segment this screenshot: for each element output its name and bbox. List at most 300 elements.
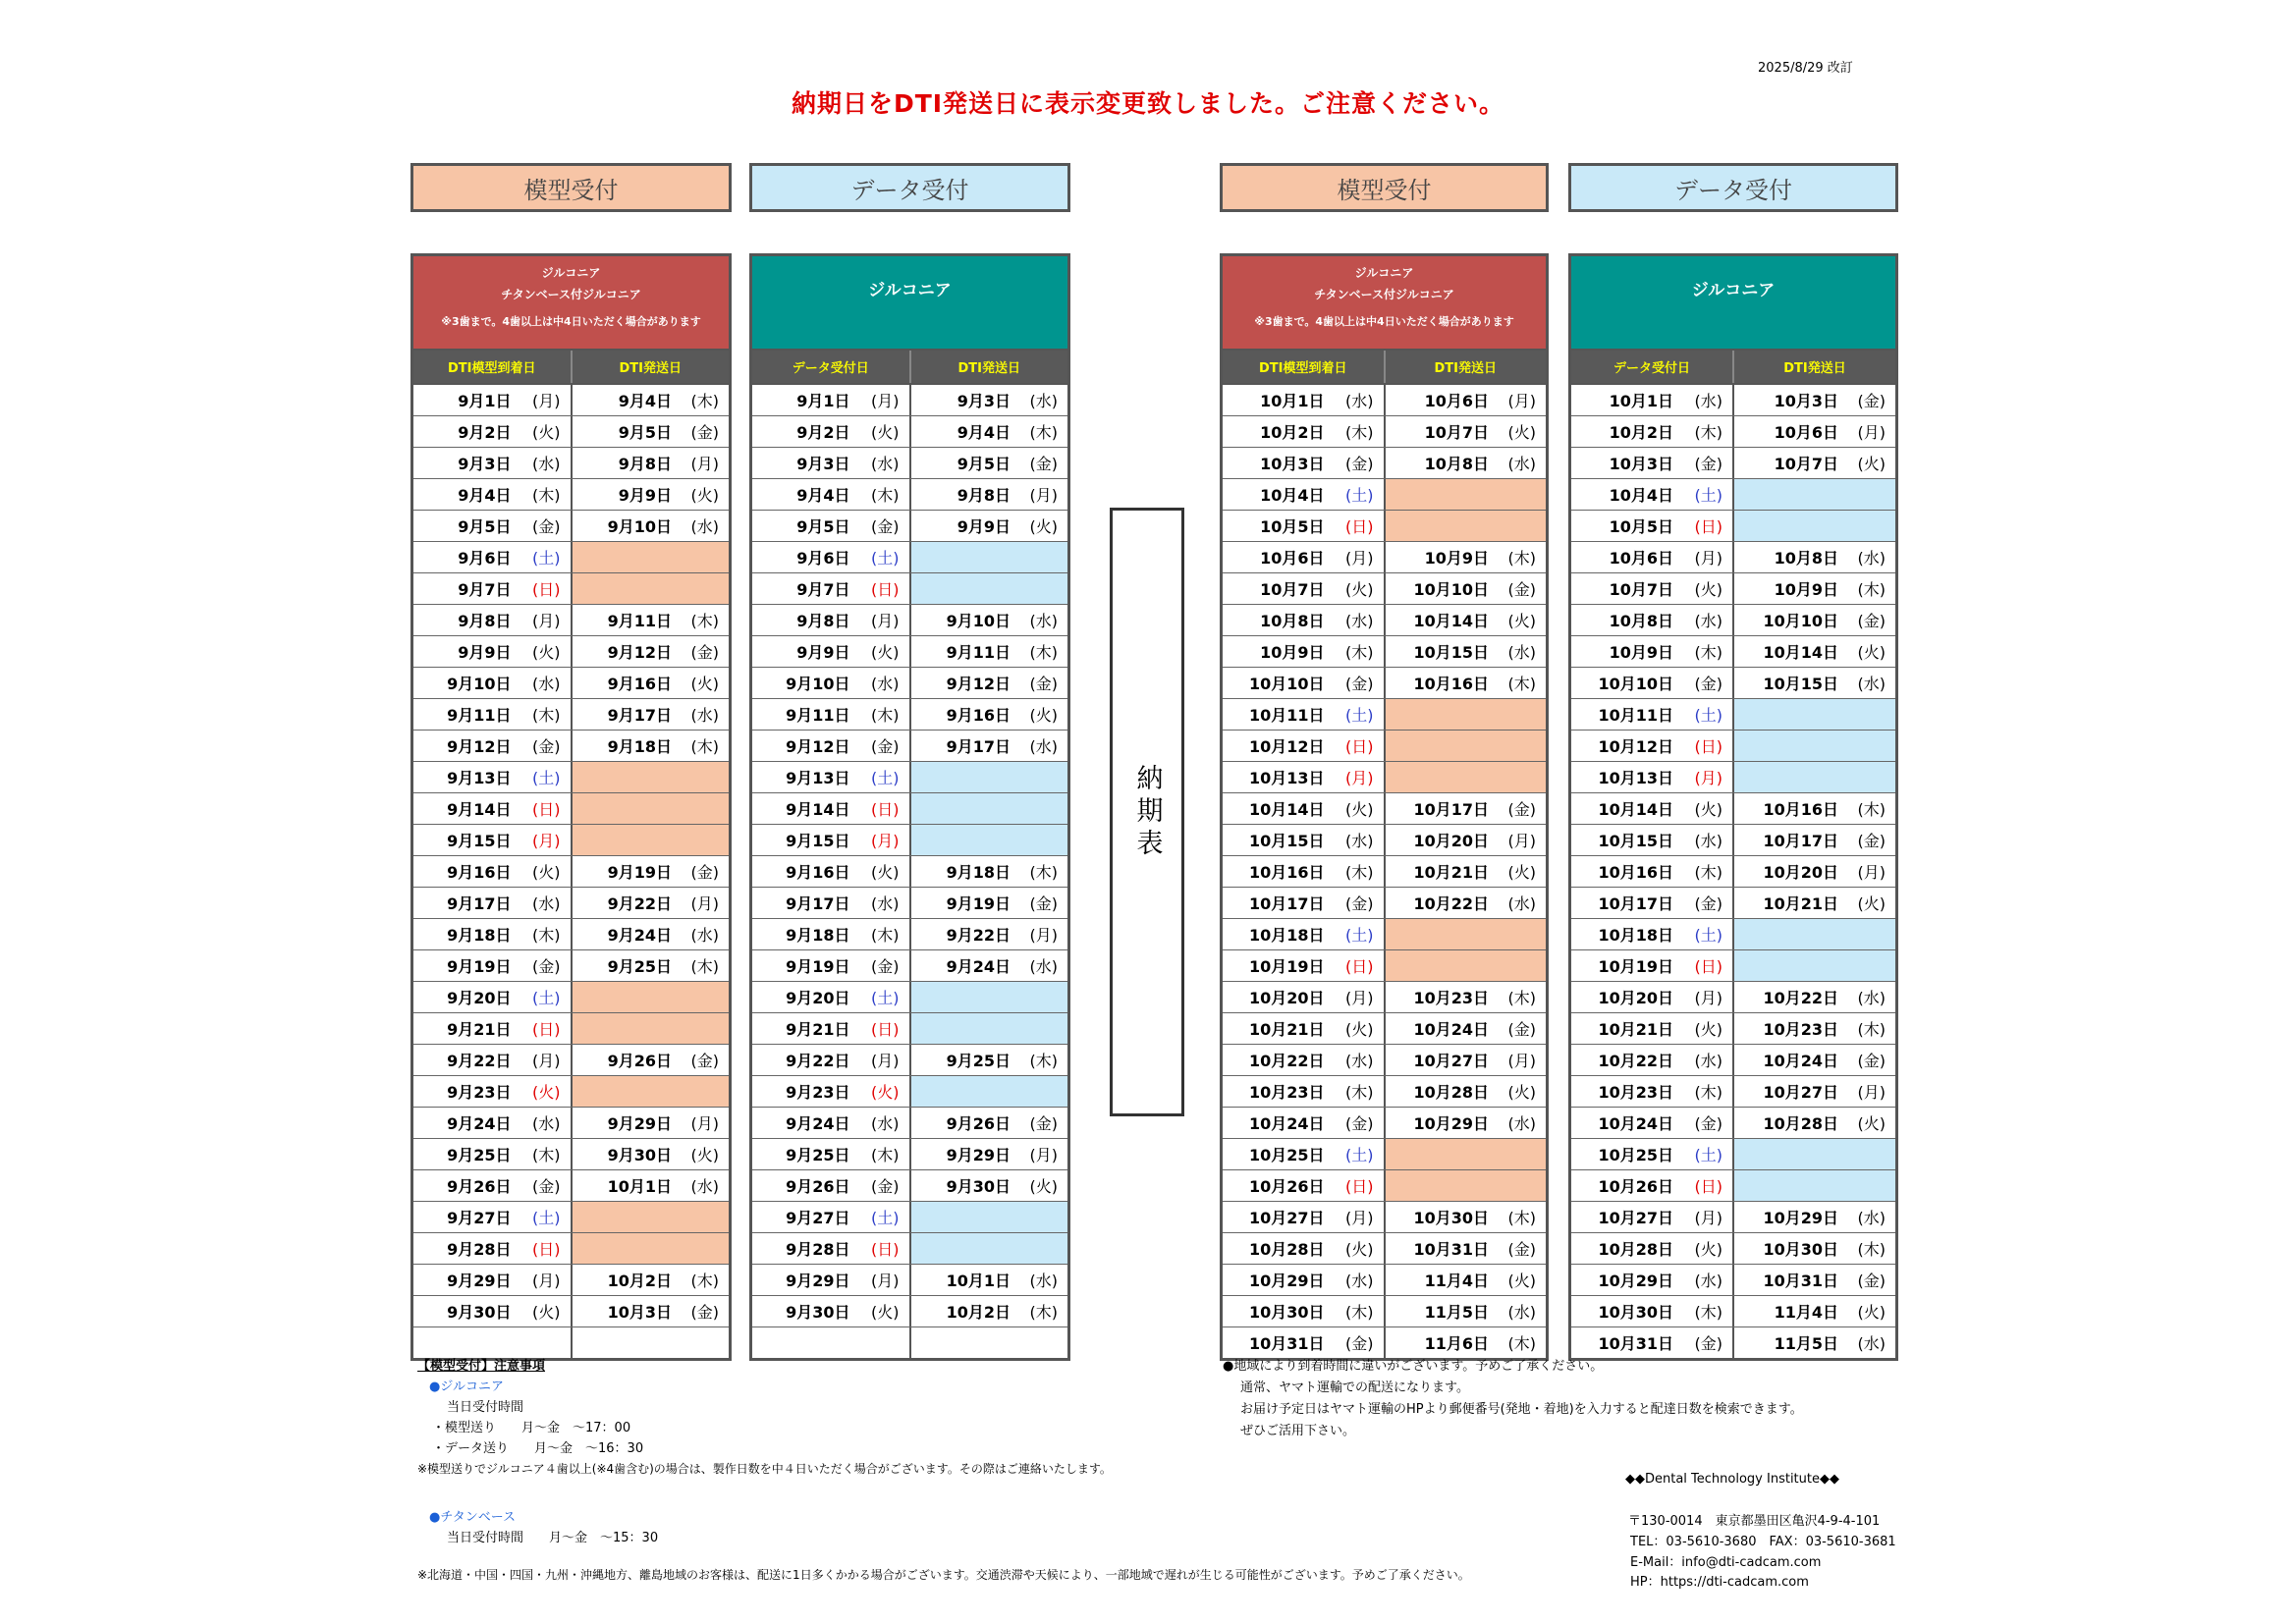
note-arrival-time: ●地域により到着時間に違いがございます。予めご了承ください。 <box>1223 1359 1604 1374</box>
receive-date-cell <box>1571 479 1734 510</box>
revision-date: 2025/8/29 改訂 <box>1758 61 1853 76</box>
receive-date-cell <box>752 385 911 415</box>
ship-date-cell <box>1734 1139 1895 1169</box>
ship-date-cell <box>573 668 730 698</box>
date-text: 10月18日 <box>1598 926 1673 945</box>
date-text: 10月17日 <box>1413 800 1489 819</box>
weekday-text: (木) <box>1029 1303 1058 1322</box>
weekday-text: (月) <box>1857 423 1886 442</box>
date-text: 9月12日 <box>607 643 672 662</box>
table-row <box>1223 1013 1546 1045</box>
table-row <box>1223 731 1546 762</box>
ship-date-cell <box>1386 605 1547 635</box>
weekday-text: (水) <box>1345 832 1374 850</box>
weekday-text: (水) <box>532 675 561 693</box>
weekday-text: (月) <box>690 894 719 913</box>
date-text: 9月26日 <box>946 1114 1011 1133</box>
ship-date-cell <box>573 448 730 478</box>
table-row <box>1571 1108 1895 1139</box>
receive-date-cell <box>1223 731 1386 761</box>
weekday-text: (木) <box>532 926 561 945</box>
weekday-text: (月) <box>1029 1146 1058 1164</box>
weekday-text: (月) <box>532 1272 561 1290</box>
weekday-text: (月) <box>1857 863 1886 882</box>
date-text: 9月17日 <box>786 894 850 913</box>
date-text: 10月17日 <box>1763 832 1838 850</box>
table-row <box>1223 1170 1546 1202</box>
ship-date-cell <box>1734 1170 1895 1201</box>
date-text: 10月1日 <box>946 1272 1011 1290</box>
weekday-text: (火) <box>532 1303 561 1322</box>
weekday-text: (水) <box>1029 392 1058 410</box>
receive-date-cell <box>1571 856 1734 887</box>
table-title-model <box>1223 256 1546 351</box>
weekday-text: (木) <box>532 706 561 725</box>
weekday-text: (火) <box>1345 580 1374 599</box>
date-text: 11月4日 <box>1774 1303 1838 1322</box>
company-email[interactable]: E-Mail：info@dti-cadcam.com <box>1630 1555 1822 1570</box>
date-text: 9月9日 <box>957 517 1011 536</box>
receive-date-cell <box>1571 1233 1734 1264</box>
weekday-text: (木) <box>1029 863 1058 882</box>
table-row <box>1223 1265 1546 1296</box>
weekday-text: (火) <box>1345 1240 1374 1259</box>
weekday-text: (水) <box>690 926 719 945</box>
ship-date-cell <box>1386 1108 1547 1138</box>
receive-date-cell <box>752 888 911 918</box>
date-text: 10月12日 <box>1598 737 1673 756</box>
weekday-text: (火) <box>532 643 561 662</box>
header-data-reception-oct: データ受付 <box>1568 163 1898 212</box>
receive-date-cell <box>1571 573 1734 604</box>
date-text: 10月21日 <box>1598 1020 1673 1039</box>
date-text: 10月9日 <box>1609 643 1673 662</box>
table-row <box>1571 950 1895 982</box>
receive-date-cell <box>1223 1202 1386 1232</box>
table-row <box>1223 668 1546 699</box>
weekday-text: (木) <box>1857 1020 1886 1039</box>
title-ti-base-zirconia: チタンベース付ジルコニア <box>501 288 641 301</box>
ship-date-cell <box>573 573 730 604</box>
weekday-text: (金) <box>1857 1052 1886 1070</box>
date-text: 9月8日 <box>458 612 512 630</box>
date-text: 10月27日 <box>1248 1209 1325 1227</box>
weekday-text: (水) <box>871 455 900 473</box>
date-text: 10月28日 <box>1598 1240 1673 1259</box>
receive-date-cell <box>413 1013 573 1044</box>
date-text: 9月30日 <box>447 1303 512 1322</box>
table-title-data: ジルコニア <box>752 256 1067 351</box>
date-text: 9月28日 <box>786 1240 850 1259</box>
weekday-text: (水) <box>871 675 900 693</box>
weekday-text: (月) <box>871 1272 900 1290</box>
weekday-text: (水) <box>1857 989 1886 1007</box>
receive-date-cell <box>413 793 573 824</box>
receive-date-cell <box>752 1045 911 1075</box>
weekday-text: (日) <box>532 800 561 819</box>
date-text: 10月15日 <box>1248 832 1325 850</box>
table-title-model <box>413 256 729 351</box>
date-text: 10月10日 <box>1598 675 1673 693</box>
weekday-text: (火) <box>532 423 561 442</box>
receive-date-cell <box>1223 950 1386 981</box>
table-row <box>413 888 729 919</box>
weekday-text: (火) <box>1507 423 1536 442</box>
company-name: ◆◆Dental Technology Institute◆◆ <box>1625 1472 1839 1487</box>
date-text: 9月12日 <box>786 737 850 756</box>
table-row <box>413 825 729 856</box>
date-text: 10月21日 <box>1763 894 1838 913</box>
weekday-text: (月) <box>690 1114 719 1133</box>
date-text: 10月26日 <box>1248 1177 1325 1196</box>
weekday-text: (水) <box>1029 1272 1058 1290</box>
date-text: 9月19日 <box>607 863 672 882</box>
table-row <box>752 1233 1067 1265</box>
table-row <box>752 636 1067 668</box>
date-text: 10月19日 <box>1248 957 1325 976</box>
weekday-text: (木) <box>1694 863 1722 882</box>
notice-heading: 納期日をDTI発送日に表示変更致しました。ご注意ください。 <box>791 89 1505 118</box>
receive-date-cell <box>752 1327 911 1358</box>
table-row <box>1223 793 1546 825</box>
ship-date-cell <box>1734 1108 1895 1138</box>
ship-date-cell <box>911 856 1068 887</box>
ship-date-cell <box>573 1202 730 1232</box>
ship-date-cell <box>911 511 1068 541</box>
weekday-text: (金) <box>532 957 561 976</box>
receive-date-cell <box>413 856 573 887</box>
date-text: 9月1日 <box>796 392 850 410</box>
column-header-row <box>1571 351 1895 385</box>
weekday-text: (日) <box>1345 957 1374 976</box>
date-text: 9月2日 <box>458 423 512 442</box>
weekday-text: (火) <box>1345 1020 1374 1039</box>
receive-date-cell <box>1223 1265 1386 1295</box>
table-row <box>752 416 1067 448</box>
weekday-text: (土) <box>1694 926 1722 945</box>
ship-date-cell <box>1734 1045 1895 1075</box>
receive-date-cell <box>413 542 573 572</box>
receive-date-cell <box>413 1139 573 1169</box>
date-text: 10月30日 <box>1598 1303 1673 1322</box>
table-row <box>1571 919 1895 950</box>
receive-date-cell <box>1223 448 1386 478</box>
date-text: 10月7日 <box>1260 580 1325 599</box>
note-model-shipping: ・模型送り 月～金 ～17：00 <box>432 1421 631 1435</box>
ship-date-cell <box>1386 1045 1547 1075</box>
date-text: 9月4日 <box>957 423 1011 442</box>
date-text: 10月8日 <box>1260 612 1325 630</box>
receive-date-cell <box>1571 1013 1734 1044</box>
date-text: 10月7日 <box>1609 580 1673 599</box>
ship-date-cell <box>911 982 1068 1012</box>
table-row <box>1223 573 1546 605</box>
receive-date-cell <box>1571 825 1734 855</box>
date-text: 9月29日 <box>786 1272 850 1290</box>
weekday-text: (月) <box>1345 989 1374 1007</box>
table-row <box>752 542 1067 573</box>
weekday-text: (水) <box>871 894 900 913</box>
weekday-text: (金) <box>1694 1114 1722 1133</box>
ship-date-cell <box>1386 1076 1547 1107</box>
weekday-text: (日) <box>871 1240 900 1259</box>
date-text: 10月29日 <box>1598 1272 1673 1290</box>
weekday-text: (月) <box>1694 549 1722 568</box>
ship-date-cell <box>1734 919 1895 949</box>
receive-date-cell <box>413 636 573 667</box>
weekday-text: (日) <box>1694 1177 1722 1196</box>
weekday-text: (水) <box>1029 957 1058 976</box>
ship-date-cell <box>573 1045 730 1075</box>
date-text: 9月11日 <box>607 612 672 630</box>
table-oct-model <box>1220 253 1549 1361</box>
ship-date-cell <box>573 605 730 635</box>
weekday-text: (木) <box>1694 1303 1722 1322</box>
weekday-text: (土) <box>1345 1146 1374 1164</box>
receive-date-cell <box>752 793 911 824</box>
note-please-use: ぜひご活用下さい。 <box>1240 1424 1356 1438</box>
weekday-text: (金) <box>871 737 900 756</box>
receive-date-cell <box>752 1076 911 1107</box>
ship-date-cell <box>573 1108 730 1138</box>
table-row <box>1223 919 1546 950</box>
ship-date-cell <box>1386 825 1547 855</box>
note-yamato-search: お届け予定日はヤマト運輸のHPより郵便番号(発地・着地)を入力すると配達日数を検索できます。 <box>1240 1402 1803 1417</box>
ship-date-cell <box>1386 1013 1547 1044</box>
ship-date-cell <box>911 1265 1068 1295</box>
weekday-text: (木) <box>871 486 900 505</box>
receive-date-cell <box>1223 1327 1386 1358</box>
table-row <box>752 605 1067 636</box>
weekday-text: (木) <box>690 612 719 630</box>
header-model-reception-sep: 模型受付 <box>410 163 732 212</box>
date-text: 10月14日 <box>1413 612 1489 630</box>
date-text: 9月20日 <box>447 989 512 1007</box>
ship-date-cell <box>1386 573 1547 604</box>
ship-date-cell <box>911 385 1068 415</box>
date-text: 10月30日 <box>1413 1209 1489 1227</box>
receive-date-cell <box>413 982 573 1012</box>
ship-date-cell <box>1386 762 1547 792</box>
table-row <box>1571 573 1895 605</box>
date-text: 9月10日 <box>786 675 850 693</box>
date-text: 9月12日 <box>447 737 512 756</box>
receive-date-cell <box>413 1202 573 1232</box>
ship-date-cell <box>911 479 1068 510</box>
receive-date-cell <box>1571 1202 1734 1232</box>
date-text: 10月4日 <box>1609 486 1673 505</box>
ship-date-cell <box>911 1233 1068 1264</box>
ship-date-cell <box>1734 1296 1895 1326</box>
weekday-text: (木) <box>871 1146 900 1164</box>
ship-date-cell <box>573 1139 730 1169</box>
ship-date-cell <box>573 1327 730 1358</box>
weekday-text: (火) <box>1857 643 1886 662</box>
date-text: 10月19日 <box>1598 957 1673 976</box>
weekday-text: (日) <box>1694 517 1722 536</box>
receive-date-cell <box>1571 636 1734 667</box>
weekday-text: (火) <box>1029 706 1058 725</box>
ship-date-cell <box>1734 1202 1895 1232</box>
ship-date-cell <box>911 825 1068 855</box>
receive-date-cell <box>413 1170 573 1201</box>
table-row <box>413 1233 729 1265</box>
company-homepage[interactable]: HP：https://dti-cadcam.com <box>1630 1575 1809 1590</box>
date-text: 9月10日 <box>447 675 512 693</box>
weekday-text: (木) <box>1694 1083 1722 1102</box>
column-header-row <box>1223 351 1546 385</box>
date-text: 10月23日 <box>1763 1020 1838 1039</box>
title-zirconia: ジルコニア <box>1354 266 1414 280</box>
weekday-text: (火) <box>532 863 561 882</box>
ship-date-cell <box>911 1076 1068 1107</box>
receive-date-cell <box>752 1296 911 1326</box>
receive-date-cell <box>1571 448 1734 478</box>
date-text: 9月9日 <box>618 486 672 505</box>
table-row <box>752 1170 1067 1202</box>
date-text: 9月22日 <box>447 1052 512 1070</box>
table-row <box>1571 1327 1895 1358</box>
receive-date-cell <box>752 731 911 761</box>
ship-date-cell <box>1734 888 1895 918</box>
weekday-text: (木) <box>1507 549 1536 568</box>
receive-date-cell <box>413 919 573 949</box>
table-row <box>413 1265 729 1296</box>
ship-date-cell <box>573 542 730 572</box>
date-text: 10月21日 <box>1248 1020 1325 1039</box>
ship-date-cell <box>1734 699 1895 730</box>
table-row <box>1571 448 1895 479</box>
date-text: 9月4日 <box>458 486 512 505</box>
ship-date-cell <box>1386 479 1547 510</box>
weekday-text: (水) <box>690 517 719 536</box>
weekday-text: (月) <box>871 1052 900 1070</box>
weekday-text: (木) <box>1857 800 1886 819</box>
table-row <box>1571 636 1895 668</box>
table-row <box>1223 888 1546 919</box>
ship-date-cell <box>911 605 1068 635</box>
receive-date-cell <box>1223 511 1386 541</box>
weekday-text: (金) <box>1694 675 1722 693</box>
date-text: 9月17日 <box>447 894 512 913</box>
date-text: 10月7日 <box>1774 455 1838 473</box>
date-text: 9月26日 <box>607 1052 672 1070</box>
receive-date-cell <box>1223 793 1386 824</box>
table-row <box>752 479 1067 511</box>
table-row <box>1223 542 1546 573</box>
date-text: 9月30日 <box>946 1177 1011 1196</box>
weekday-text: (金) <box>690 643 719 662</box>
date-text: 10月23日 <box>1248 1083 1325 1102</box>
date-text: 9月8日 <box>957 486 1011 505</box>
date-text: 10月10日 <box>1763 612 1838 630</box>
weekday-text: (月) <box>1857 1083 1886 1102</box>
date-text: 11月5日 <box>1774 1334 1838 1353</box>
weekday-text: (火) <box>1507 1083 1536 1102</box>
date-text: 9月13日 <box>447 769 512 787</box>
weekday-text: (木) <box>1345 423 1374 442</box>
weekday-text: (火) <box>871 1303 900 1322</box>
table-row <box>1223 605 1546 636</box>
ship-date-cell <box>1386 950 1547 981</box>
date-text: 9月17日 <box>607 706 672 725</box>
header-data-reception-sep: データ受付 <box>749 163 1070 212</box>
date-text: 10月6日 <box>1424 392 1489 410</box>
date-text: 10月8日 <box>1424 455 1489 473</box>
ship-date-cell <box>1386 888 1547 918</box>
col-ship-date: DTI発送日 <box>911 351 1068 383</box>
ship-date-cell <box>1734 385 1895 415</box>
weekday-text: (土) <box>871 769 900 787</box>
date-text: 10月2日 <box>607 1272 672 1290</box>
date-text: 9月29日 <box>607 1114 672 1133</box>
weekday-text: (月) <box>690 455 719 473</box>
date-text: 10月15日 <box>1763 675 1838 693</box>
table-row <box>752 919 1067 950</box>
date-text: 9月23日 <box>447 1083 512 1102</box>
table-row <box>752 573 1067 605</box>
date-text: 10月13日 <box>1598 769 1673 787</box>
date-text: 10月1日 <box>1609 392 1673 410</box>
weekday-text: (水) <box>1345 1052 1374 1070</box>
receive-date-cell <box>1571 982 1734 1012</box>
date-text: 9月29日 <box>447 1272 512 1290</box>
weekday-text: (月) <box>532 392 561 410</box>
ship-date-cell <box>911 668 1068 698</box>
table-row <box>752 731 1067 762</box>
receive-date-cell <box>1223 479 1386 510</box>
ship-date-cell <box>1734 636 1895 667</box>
weekday-text: (火) <box>871 423 900 442</box>
table-row <box>1223 511 1546 542</box>
weekday-text: (火) <box>690 1146 719 1164</box>
ship-date-cell <box>573 825 730 855</box>
receive-date-cell <box>1223 385 1386 415</box>
table-row <box>413 856 729 888</box>
date-text: 9月4日 <box>618 392 672 410</box>
weekday-text: (木) <box>1507 1334 1536 1353</box>
weekday-text: (木) <box>1507 675 1536 693</box>
receive-date-cell <box>1223 1013 1386 1044</box>
ship-date-cell <box>1734 731 1895 761</box>
ship-date-cell <box>911 699 1068 730</box>
weekday-text: (日) <box>532 580 561 599</box>
weekday-text: (金) <box>1507 1240 1536 1259</box>
date-text: 10月22日 <box>1763 989 1838 1007</box>
weekday-text: (日) <box>1345 1177 1374 1196</box>
weekday-text: (木) <box>1029 643 1058 662</box>
table-row <box>413 1296 729 1327</box>
receive-date-cell <box>752 1265 911 1295</box>
date-text: 9月15日 <box>447 832 512 850</box>
weekday-text: (土) <box>532 549 561 568</box>
ship-date-cell <box>911 919 1068 949</box>
receive-date-cell <box>413 699 573 730</box>
note-ti-base-time: 当日受付時間 月～金 ～15：30 <box>447 1531 659 1545</box>
title-ti-base-zirconia: チタンベース付ジルコニア <box>1314 288 1454 301</box>
date-text: 10月26日 <box>1598 1177 1673 1196</box>
date-text: 10月8日 <box>1774 549 1838 568</box>
date-text: 9月19日 <box>447 957 512 976</box>
weekday-text: (月) <box>532 832 561 850</box>
date-text: 9月18日 <box>946 863 1011 882</box>
weekday-text: (水) <box>1857 549 1886 568</box>
receive-date-cell <box>752 1108 911 1138</box>
table-row <box>752 1013 1067 1045</box>
table-row <box>1571 762 1895 793</box>
table-row <box>413 950 729 982</box>
ship-date-cell <box>1734 416 1895 447</box>
